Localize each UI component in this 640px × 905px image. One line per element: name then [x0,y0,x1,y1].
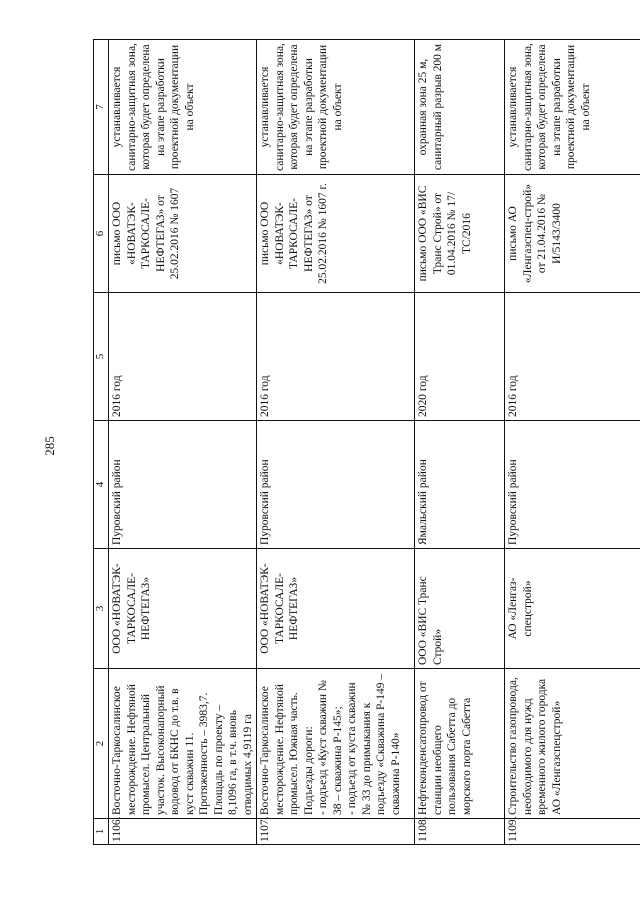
page-number: 285 [42,436,57,456]
object-cell [109,669,257,819]
customer-cell: ООО «НОВАТЭК-ТАРКОСАЛЕ-НЕФТЕГАЗ» [257,549,415,669]
row-number: 1107. [257,819,415,845]
header-cell: 1 [94,819,109,845]
table-row [505,40,640,845]
table-header-row [94,40,109,845]
zone-cell: устанавливается санитарно-защитная зона, которая будет определена на этапе разработки проектной документации на объект [109,40,257,175]
header-cell: 4 [94,421,109,549]
row-number: 1106. [109,819,257,845]
rotated-table-container [93,40,626,845]
basis-cell: письмо ООО «НОВАТЭК-ТАРКОСАЛЕ-НЕФТЕГАЗ» от 25.02.2016 № 1607 г. [257,175,415,293]
district-cell: Пуровский район [257,421,415,549]
object-list-item: - подъезд от куста скважин № 33 до примыкания к подъезду «Скважина Р-149 – скважина Р-140» [346,673,402,815]
header-cell: 5 [94,293,109,421]
district-cell: Ямальский район [415,421,505,549]
customer-cell: АО «Ленгаз-спецстрой» [505,549,640,669]
object-cell: Нефтеконденсатопровод от станции необщего пользования Сабетта до морского порта Сабетта [415,669,505,819]
basis-cell: письмо ООО «НОВАТЭК-ТАРКОСАЛЕ-НЕФТЕГАЗ» от 25.02.2016 № 1607 [109,175,257,293]
projects-table [93,39,640,845]
table-row [415,40,505,845]
year-cell: 2016 год [109,293,257,421]
basis-cell: письмо АО «Ленгазспец-строй» от 21.04.2016 № И/5143/3400 [505,175,640,293]
header-cell: 2 [94,669,109,819]
zone-cell: устанавливается санитарно-защитная зона, которая будет определена на этапе разработки проектной документации на объект [257,40,415,175]
object-params: Протяженность – 3983,7. Площадь по проекту – 8,1096 га, в т.ч. вновь отводимых 4,9119 га [198,692,254,815]
table-row [109,40,257,845]
customer-cell: ООО «ВИС Транс Строй» [415,549,505,669]
header-cell: 6 [94,175,109,293]
customer-cell: ООО «НОВАТЭК-ТАРКОСАЛЕ-НЕФТЕГАЗ» [109,549,257,669]
header-cell: 7 [94,40,109,175]
object-cell: Строительство газопровода, необходимого для нужд временного жилого городка АО «Ленгазспецстрой» [505,669,640,819]
object-text: Восточно-Таркосалинское месторождение. Нефтяной промысел. Южная часть. Подъезды дороги: [259,684,315,815]
district-cell: Пуровский район [109,421,257,549]
row-number: 1108. [415,819,505,845]
zone-cell: устанавливается санитарно-защитная зона, которая будет определена на этапе разработки проектной документации на объект [505,40,640,175]
object-cell [257,669,415,819]
year-cell: 2016 год [505,293,640,421]
year-cell: 2016 год [257,293,415,421]
district-cell: Пуровский район [505,421,640,549]
row-number: 1109. [505,819,640,845]
header-cell: 3 [94,549,109,669]
table-row [257,40,415,845]
zone-cell: охранная зона 25 м, санитарный разрыв 200 м [415,40,505,175]
object-list-item: - подъезд «Куст скважин № 38 – скважина Р-145»; [317,680,344,815]
basis-cell: письмо ООО «ВИС Транс Строй» от 01.04.2016 № 17/ТС/2016 [415,175,505,293]
object-text: Восточно-Таркосалинское месторождение. Нефтяной промысел. Центральный участок. Высоконапорный водовод от БКНС до т.в. в куст скважин 11. [111,684,196,815]
year-cell: 2020 год [415,293,505,421]
